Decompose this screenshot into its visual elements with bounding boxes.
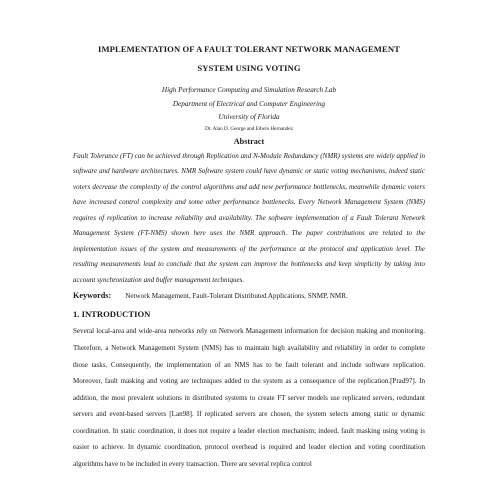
abstract-text: Fault Tolerance (FT) can be achieved through Replication and N-Module Redundancy (NMR) systems are widely applied in software and hardware architectures. NMR Software system could have dynamic or static voting mechanisms, indeed static voters decrease the complexity of the control algorithms and add new performance bottlenecks, meanwhile dynamic voters have increased control complexity and some other performance bottlenecks. Every Network Management System (NMS) requires of replication to increase reliability and availability. The software implementation of a Fault Tolerant Network Management System (FT-NMS) shown here uses the NMR approach. The paper contributions are related to the implementation issues of the system and measurements of the performance at the protocol and application level. The resulting measurements lead to conclude that the system can improve the bottlenecks and keep simplicity by taking into account synchronization and buffer management techniques. [73,151,425,284]
keywords-text: Network Management, Fault-Tolerant Distributed Applications, SNMP, NMR. [125,292,348,301]
keywords-label: Keywords: [73,291,112,301]
section-heading-introduction: 1. INTRODUCTION [73,309,151,320]
affiliation-lab: High Performance Computing and Simulation Research Lab [161,86,337,94]
affiliation-university: University of Florida [218,113,280,121]
introduction-text: Several local-area and wide-area networks rely on Network Management information for decision making and monitoring. Therefore, a Network Management System (NMS) has to maintain high availability and reliability in order to complete those tasks. Consequently, the implementation of an NMS has to be fault tolerant and include software replication. Moreover, fault masking and voting are techniques added to the system as a consequence of the replication.[Prad97]. In addition, the most prevalent solutions in distributed systems to create FT server models use replicated servers, redundant servers and event-based servers [Lan98]. If replicated servers are chosen, the system selects among static or dynamic coordination. In static coordination, it does not require a leader election mechanism; indeed, fault masking using voting is easier to achieve. In dynamic coordination, protocol overhead is required and leader election and voting coordination algorithms have to be included in every transaction. There are several replica control [73,327,425,468]
paper-authors: Dr. Alan D. George and Edwin Hernandez [205,125,293,132]
keywords-line [73,289,425,303]
affiliation-department: Department of Electrical and Computer Engineering [172,99,326,108]
paper-page [73,40,425,472]
paper-title-line-1: IMPLEMENTATION OF A FAULT TOLERANT NETWORK MANAGEMENT [98,44,400,54]
paper-title-line-2: SYSTEM USING VOTING [197,63,301,73]
abstract-heading: Abstract [233,136,265,146]
